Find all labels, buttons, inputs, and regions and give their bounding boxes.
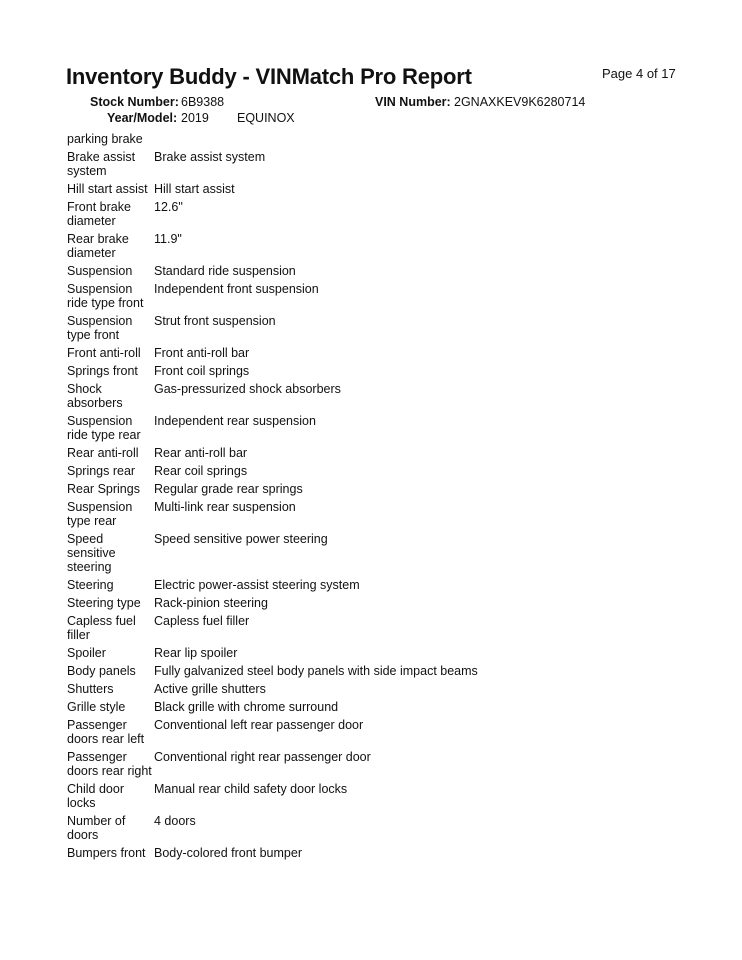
spec-row [67,613,627,645]
stock-number-label: Stock Number: [90,95,179,109]
spec-label: Springs rear [67,464,136,478]
spec-value: Front anti-roll bar [154,346,250,360]
spec-value: Independent rear suspension [154,414,316,428]
spec-label: Rear brake diameter [67,232,129,260]
spec-row [67,263,627,281]
spec-row [67,699,627,717]
spec-value: Body-colored front bumper [154,846,302,860]
spec-label: Shutters [67,682,114,696]
year-value: 2019 [181,111,209,125]
spec-row [67,845,627,863]
spec-value: Brake assist system [154,150,266,164]
page-number: Page 4 of 17 [602,66,676,81]
spec-value: Fully galvanized steel body panels with side impact beams [154,664,478,678]
spec-value: Gas-pressurized shock absorbers [154,382,341,396]
spec-row [67,281,627,313]
spec-label: Number of doors [67,814,126,842]
spec-label: Suspension type rear [67,500,133,528]
spec-value: Conventional left rear passenger door [154,718,364,732]
spec-label: Grille style [67,700,126,714]
spec-row [67,645,627,663]
spec-label: Body panels [67,664,136,678]
stock-number-value: 6B9388 [181,95,225,109]
spec-value: Speed sensitive power steering [154,532,328,546]
spec-label: Spoiler [67,646,106,660]
spec-value: Black grille with chrome surround [154,700,339,714]
spec-label: Brake assist system [67,150,136,178]
spec-label: Passenger doors rear left [67,718,145,746]
spec-value: Strut front suspension [154,314,276,328]
spec-label: Capless fuel filler [67,614,136,642]
report-title: Inventory Buddy - VINMatch Pro Report [66,64,472,89]
spec-row [67,463,627,481]
spec-label: Springs front [67,364,138,378]
spec-value: Independent front suspension [154,282,319,296]
spec-label: Hill start assist [67,182,148,196]
spec-label: Suspension ride type rear [67,414,141,442]
spec-row [67,381,627,413]
spec-row [67,499,627,531]
spec-label: Child door locks [67,782,124,810]
spec-label: Bumpers front [67,846,146,860]
spec-row [67,445,627,463]
spec-table [67,131,627,863]
spec-row [67,181,627,199]
spec-row [67,577,627,595]
spec-value: 4 doors [154,814,196,828]
vin-number-label: VIN Number: [375,95,451,109]
spec-row [67,681,627,699]
spec-value: Electric power-assist steering system [154,578,360,592]
spec-row [67,413,627,445]
spec-row [67,313,627,345]
spec-row [67,231,627,263]
spec-value: Capless fuel filler [154,614,250,628]
spec-value: Manual rear child safety door locks [154,782,348,796]
spec-value: Multi-link rear suspension [154,500,296,514]
spec-row [67,781,627,813]
spec-row [67,131,627,149]
spec-row [67,717,627,749]
spec-row [67,149,627,181]
spec-row [67,363,627,381]
spec-row [67,595,627,613]
spec-label: parking brake [67,132,143,146]
spec-value: Active grille shutters [154,682,266,696]
model-value: EQUINOX [237,111,295,125]
spec-row [67,813,627,845]
spec-value: Conventional right rear passenger door [154,750,371,764]
spec-row [67,749,627,781]
spec-label: Steering [67,578,114,592]
year-model-label: Year/Model: [107,111,178,125]
spec-row [67,531,627,577]
spec-label: Rear Springs [67,482,140,496]
spec-label: Shock absorbers [67,382,123,410]
spec-label: Rear anti-roll [67,446,139,460]
spec-label: Speed sensitive steering [67,532,116,574]
spec-value: Standard ride suspension [154,264,296,278]
spec-row [67,481,627,499]
spec-row [67,663,627,681]
vin-number-value: 2GNAXKEV9K6280714 [454,95,586,109]
spec-label: Suspension [67,264,133,278]
spec-row [67,199,627,231]
spec-label: Front anti-roll [67,346,141,360]
spec-label: Suspension ride type front [67,282,144,310]
spec-value: Rear lip spoiler [154,646,238,660]
spec-value: Rear anti-roll bar [154,446,248,460]
spec-value: 12.6" [154,200,183,214]
spec-label: Front brake diameter [67,200,131,228]
spec-row [67,345,627,363]
spec-value: Rear coil springs [154,464,248,478]
spec-label: Suspension type front [67,314,133,342]
spec-label: Passenger doors rear right [67,750,152,778]
spec-label: Steering type [67,596,141,610]
spec-value: Front coil springs [154,364,250,378]
spec-value: Regular grade rear springs [154,482,303,496]
spec-value: Hill start assist [154,182,235,196]
spec-value: 11.9" [154,232,182,246]
spec-value: Rack-pinion steering [154,596,268,610]
